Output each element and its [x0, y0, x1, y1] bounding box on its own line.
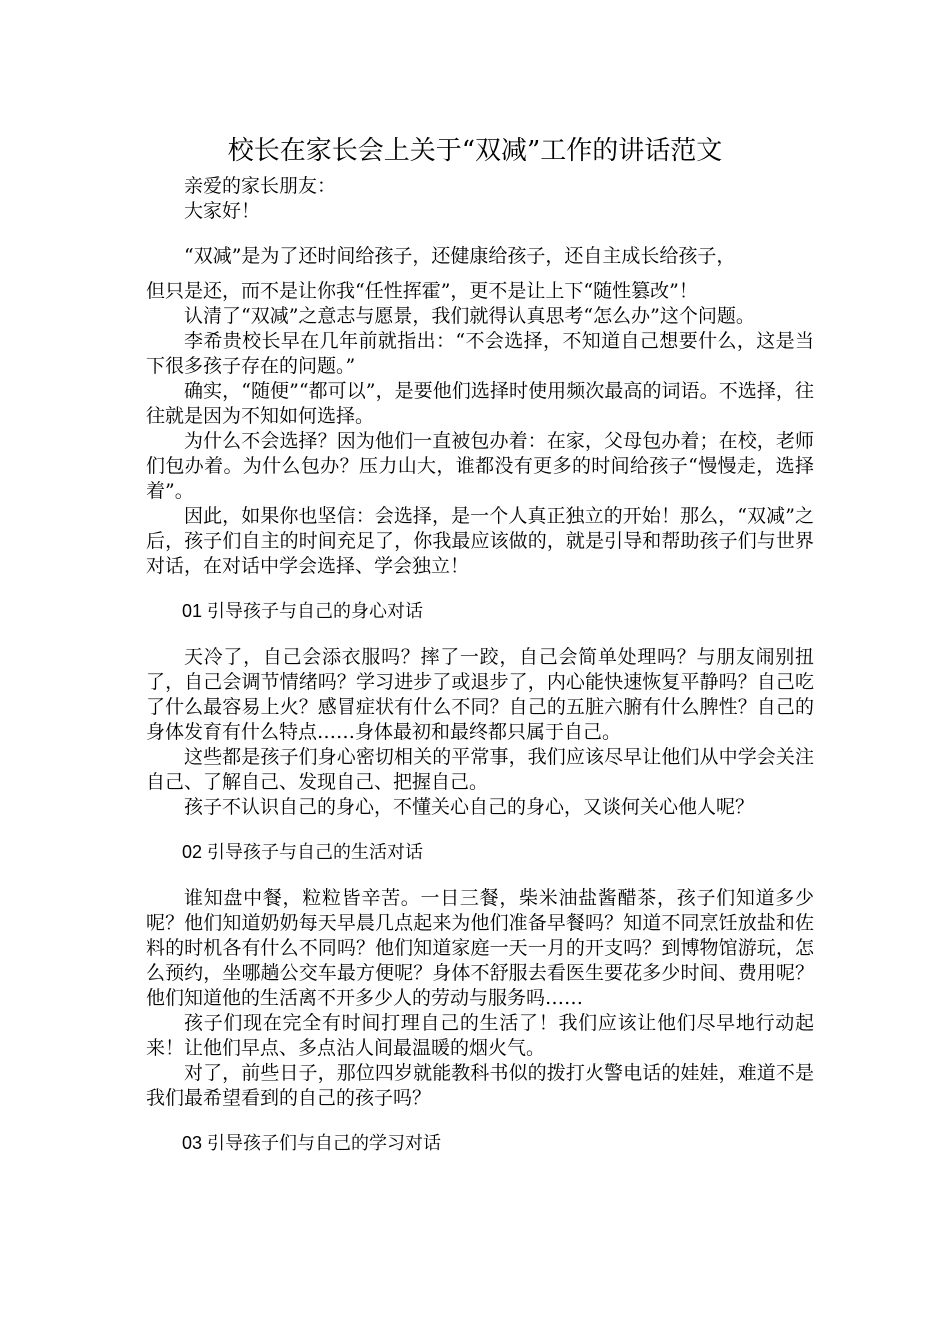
section-heading: 03 引导孩子们与自己的学习对话 — [182, 1133, 442, 1153]
section-paragraph: 孩子们现在完全有时间打理自己的生活了！我们应该让他们尽早地行动起来！让他们早点、多点沾人间最温暖的烟火气。 — [146, 1012, 814, 1059]
section-paragraph: 对了，前些日子，那位四岁就能教科书似的拨打火警电话的娃娃，难道不是我们最希望看到的自己的孩子吗？ — [146, 1062, 814, 1109]
intro-paragraph: 认清了“双减”之意志与愿景，我们就得认真思考“怎么办”这个问题。 — [184, 305, 755, 327]
section-heading: 02 引导孩子与自己的生活对话 — [182, 842, 424, 862]
section-paragraph: 天冷了，自己会添衣服吗？摔了一跤，自己会简单处理吗？与朋友闹别扭了，自己会调节情绪吗？学习进步了或退步了，内心能快速恢复平静吗？自己吃了什么最容易上火？感冒症状有什么不同？自己的五脏六腑有什么脾性？自己的身体发育有什么特点……身体最初和最终都只属于自己。 — [146, 646, 814, 743]
intro-paragraph: “双减”是为了还时间给孩子，还健康给孩子，还自主成长给孩子， — [184, 245, 736, 267]
intro-paragraph: 为什么不会选择？因为他们一直被包办着：在家，父母包办着；在校，老师们包办着。为什么包办？压力山大，谁都没有更多的时间给孩子“慢慢走，选择着”。 — [146, 430, 814, 502]
intro-paragraph: 但只是还，而不是让你我“任性挥霍”，更不是让上下“随性篡改”！ — [146, 280, 698, 302]
page-title: 校长在家长会上关于“双减”工作的讲话范文 — [227, 136, 723, 166]
greeting: 亲爱的家长朋友： — [184, 175, 337, 197]
hello-line: 大家好！ — [184, 200, 261, 222]
section-paragraph: 孩子不认识自己的身心，不懂关心自己的身心，又谈何关心他人呢？ — [184, 796, 755, 818]
section-paragraph: 这些都是孩子们身心密切相关的平常事，我们应该尽早让他们从中学会关注自己、了解自己、发现自己、把握自己。 — [146, 746, 814, 793]
section-heading: 01 引导孩子与自己的身心对话 — [182, 601, 424, 621]
document-body — [146, 174, 814, 1177]
section-paragraph: 谁知盘中餐，粒粒皆辛苦。一日三餐，柴米油盐酱醋茶，孩子们知道多少呢？他们知道奶奶每天早晨几点起来为他们准备早餐吗？知道不同烹饪放盐和佐料的时机各有什么不同吗？他们知道家庭一天一月的开支吗？到博物馆游玩，怎么预约，坐哪趟公交车最方便呢？身体不舒服去看医生要花多少时间、费用呢？他们知道他的生活离不开多少人的劳动与服务吗…… — [146, 887, 814, 1009]
intro-paragraph: 确实，“随便”“都可以”，是要他们选择时使用频次最高的词语。不选择，往往就是因为不知如何选择。 — [146, 380, 814, 427]
intro-paragraph: 因此，如果你也坚信：会选择，是一个人真正独立的开始！那么，“双减”之后，孩子们自主的时间充足了，你我最应该做的，就是引导和帮助孩子们与世界对话，在对话中学会选择、学会独立！ — [146, 505, 814, 577]
intro-paragraph: 李希贵校长早在几年前就指出：“不会选择，不知道自己想要什么，这是当下很多孩子存在的问题。” — [146, 330, 814, 377]
